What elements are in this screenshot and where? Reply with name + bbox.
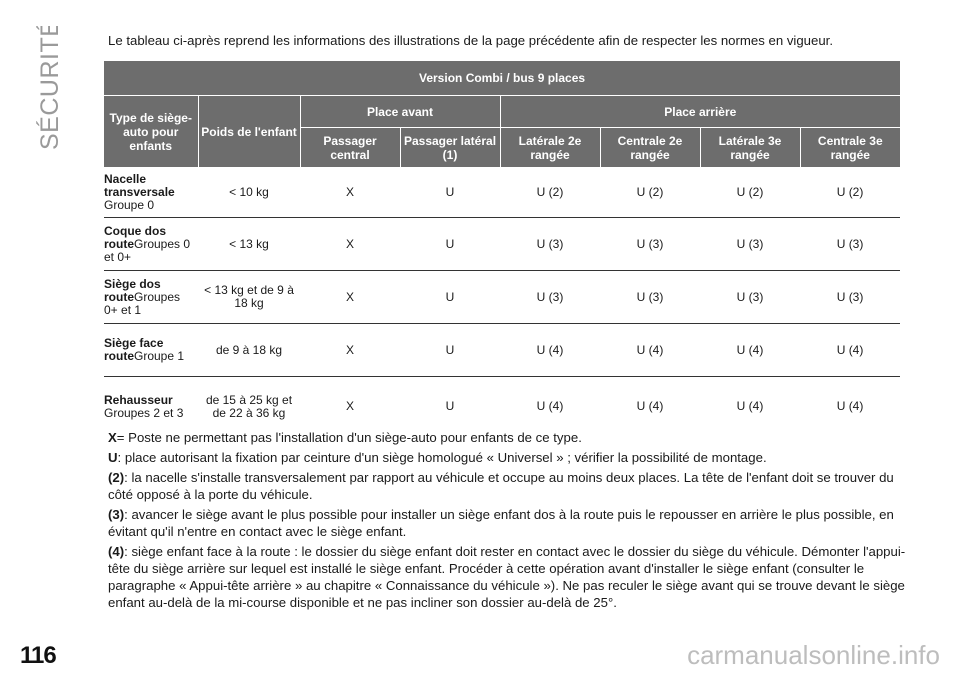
seat-type-name: Siège dos route: [104, 276, 161, 304]
legend-key: (3): [108, 507, 125, 522]
page-number: 116: [20, 642, 56, 669]
legend-item: [108, 449, 908, 466]
value-cell: U (4): [536, 399, 564, 413]
value-cell: U (4): [736, 399, 764, 413]
weight-cell: < 13 kg et de 9 à 18 kg: [198, 271, 300, 324]
header-sub-col: Centrale 2e rangée: [600, 128, 700, 168]
value-cell: U (3): [600, 271, 700, 324]
table-version-title: Version Combi / bus 9 places: [104, 61, 900, 96]
legend-key: X: [108, 430, 117, 445]
seat-type-name: Coque dos route: [104, 223, 166, 251]
seat-type-cell: [104, 218, 198, 271]
header-sub-col: Passager central: [300, 128, 400, 168]
watermark: carmanualsonline.info: [687, 640, 940, 670]
value-cell: X: [300, 167, 400, 218]
table-row: [104, 218, 900, 271]
legend: [108, 429, 908, 614]
table-row: [104, 271, 900, 324]
legend-text: = Poste ne permettant pas l'installation d'un siège-auto pour enfants de ce type.: [116, 430, 582, 445]
value-cell: U (2): [500, 167, 600, 218]
value-cell: U (3): [500, 271, 600, 324]
value-cell: U (4): [700, 324, 800, 377]
legend-text: : avancer le siège avant le plus possible pour installer un siège enfant dos à la route puis le repousser en arrière le plus possible, en évitant qu'il n'entre en contact avec le siège enfant.: [108, 507, 894, 539]
value-cell: U: [400, 218, 500, 271]
header-seat-type: Type de siège-auto pour enfants: [104, 96, 198, 168]
legend-text: : siège enfant face à la route : le dossier du siège enfant doit rester en contact avec le dossier du siège du véhicule. Démonter l'appui-tête du siège arrière sur lequel est installé le siège enfant. Procéder à cette opération avant d'installer le siège enfant (consulter le paragraphe « Appui-tête arrière » au chapitre « Connaissance du véhicule »). Ne pas reculer le siège avant qui se trouve devant le siège enfant au-delà de la mi-course disponible et ne pas incliner son dossier au-delà de 25°.: [108, 544, 906, 610]
weight-cell: < 10 kg: [198, 167, 300, 218]
header-sub-col: Passager latéral (1): [400, 128, 500, 168]
weight-cell: < 13 kg: [198, 218, 300, 271]
value-cell: U (3): [600, 218, 700, 271]
table-row: [104, 324, 900, 377]
legend-key: (4): [108, 544, 125, 559]
seat-type-name: Rehausseur: [104, 392, 173, 407]
header-sub-col: Latérale 2e rangée: [500, 128, 600, 168]
value-cell: U: [445, 399, 455, 413]
value-cell: X: [345, 399, 354, 413]
value-cell: U (3): [500, 218, 600, 271]
legend-item: [108, 469, 908, 503]
weight-cell: de 9 à 18 kg: [198, 324, 300, 377]
legend-key: (2): [108, 470, 125, 485]
value-cell: U (2): [700, 167, 800, 218]
legend-text: : place autorisant la fixation par ceinture d'un siège homologué « Universel » ; vérifier la possibilité de montage.: [117, 450, 767, 465]
seat-type-cell: [104, 167, 198, 218]
section-title: [14, 26, 76, 152]
value-cell: U (4): [500, 324, 600, 377]
header-child-weight: Poids de l'enfant: [198, 96, 300, 168]
seat-type-group: Groupes 0+ et 1: [104, 289, 181, 317]
value-cell: U: [400, 167, 500, 218]
seat-type-name: Nacelle transversale: [104, 171, 175, 199]
value-cell: X: [300, 324, 400, 377]
header-sub-col: Centrale 3e rangée: [800, 128, 900, 168]
value-cell: U: [400, 271, 500, 324]
header-front-seat: Place avant: [300, 96, 500, 128]
legend-item: [108, 506, 908, 540]
legend-key: U: [108, 450, 118, 465]
seat-type-group: Groupe 1: [134, 349, 185, 363]
seat-type-group: Groupe 0: [104, 197, 155, 212]
value-cell: U (3): [700, 218, 800, 271]
seat-type-cell: [104, 324, 198, 377]
legend-item: [108, 543, 908, 611]
value-cell: U (4): [636, 399, 664, 413]
legend-text: : la nacelle s'installe transversalement par rapport au véhicule et occupe au moins deux places. La tête de l'enfant doit se trouver du côté opposé à la porte du véhicule.: [108, 470, 894, 502]
value-cell: U (3): [800, 218, 900, 271]
header-sub-col: Latérale 3e rangée: [700, 128, 800, 168]
child-seat-table: [104, 61, 900, 436]
value-cell: U (4): [836, 399, 864, 413]
seat-type-group: Groupes 0 et 0+: [104, 236, 191, 264]
weight-cell: de 15 à 25 kg et de 22 à 36 kg: [205, 392, 293, 420]
value-cell: X: [300, 218, 400, 271]
value-cell: U (2): [600, 167, 700, 218]
value-cell: U (3): [800, 271, 900, 324]
table-row: [104, 167, 900, 218]
value-cell: U (4): [600, 324, 700, 377]
intro-paragraph: Le tableau ci-après reprend les informations des illustrations de la page précédente afin de respecter les normes en vigueur.: [108, 33, 834, 48]
legend-item: [108, 429, 908, 446]
value-cell: U (4): [800, 324, 900, 377]
seat-type-name: Siège face route: [104, 336, 164, 363]
seat-type-cell: [104, 271, 198, 324]
section-title-text: SÉCURITÉ: [36, 26, 64, 150]
value-cell: U: [400, 324, 500, 377]
header-rear-seat: Place arrière: [500, 96, 900, 128]
seat-type-cell: [104, 377, 198, 437]
seat-type-group: Groupes 2 et 3: [104, 405, 184, 420]
value-cell: U (2): [800, 167, 900, 218]
table-row: [104, 377, 900, 437]
value-cell: X: [300, 271, 400, 324]
value-cell: U (3): [700, 271, 800, 324]
